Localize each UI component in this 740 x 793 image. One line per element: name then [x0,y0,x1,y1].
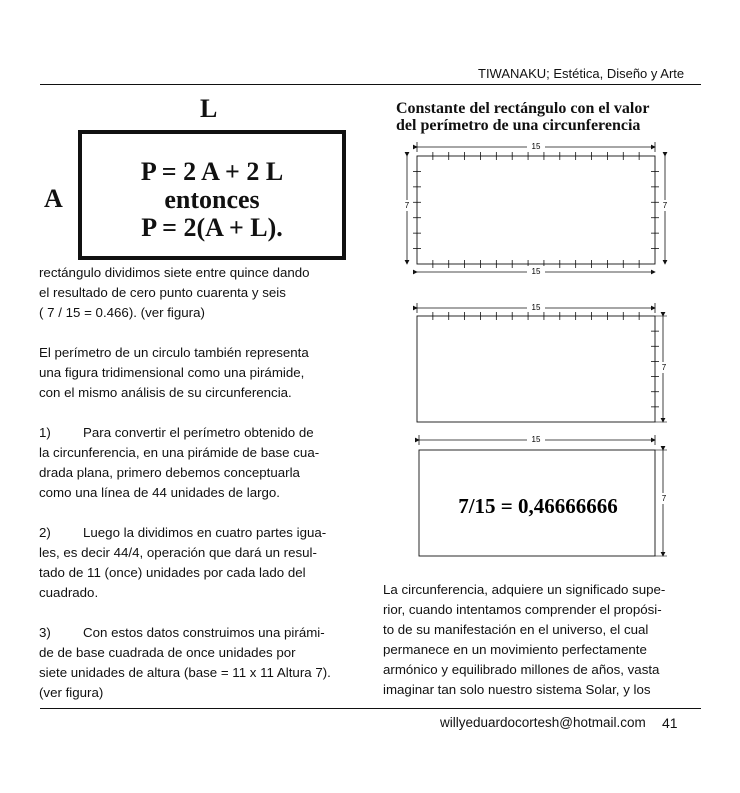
text-line: El perímetro de un circulo también representa [39,345,309,360]
text-line: cuadrado. [39,585,99,600]
text-line: permanece en un movimiento perfectamente [383,642,647,657]
paragraph [383,580,699,700]
text-line: de de base cuadrada de once unidades por [39,645,296,660]
text-line: armónico y equilibrado millones de años, vasta [383,662,660,677]
right-column-text [383,580,699,700]
diagram-top-right-ticks [417,302,671,422]
rectangle-diagrams [395,138,675,568]
dim-bottom-label: 15 [531,267,541,276]
footer-rule [40,708,701,709]
formula-line-1: P = 2 A + 2 L [140,157,284,186]
dim-top-label: 15 [531,303,541,312]
formula-line-3: P = 2(A + L). [141,213,283,242]
text-line: rior, cuando intentamos comprender el propósi- [383,602,662,617]
text-line: la circunferencia, en una pirámide de base cua- [39,445,320,460]
text-line: imaginar tan solo nuestro sistema Solar, y los [383,682,651,697]
text-line: to de su manifestación en el universo, el cual [383,622,649,637]
item-number: 3) [39,625,51,640]
section-title [396,100,649,134]
numbered-paragraph [39,423,359,503]
text-line: drada plana, primero debemos conceptuarla [39,465,300,480]
text-line: el resultado de cero punto cuarenta y seis [39,285,286,300]
ratio-formula: 7/15 = 0,46666666 [458,494,618,518]
title-line: Constante del rectángulo con el valor [396,100,650,117]
title-line: del perímetro de una circunferencia [396,117,641,134]
text-line: siete unidades de altura (base = 11 x 11 Altura 7). [39,665,331,680]
dim-top-label: 15 [531,142,541,151]
paragraph [39,263,359,323]
paragraph [39,343,359,403]
text-line: les, es decir 44/4, operación que dará un resul- [39,545,317,560]
side-label-a: A [44,184,63,213]
text-line: Luego la dividimos en cuatro partes igua- [83,525,327,540]
text-line: rectángulo dividimos siete entre quince dando [39,265,310,280]
footer-email: willyeduardocortesh@hotmail.com [440,715,646,730]
text-line: (ver figura) [39,685,104,700]
text-line: tado de 11 (once) unidades por cada lado del [39,565,306,580]
page-number: 41 [662,715,678,731]
text-line: La circunferencia, adquiere un significado supe- [383,582,666,597]
text-line: como una línea de 44 unidades de largo. [39,485,280,500]
text-line: una figura tridimensional como una pirámide, [39,365,305,380]
text-line: con el mismo análisis de su circunferencia. [39,385,292,400]
item-number: 2) [39,525,51,540]
numbered-paragraph [39,523,359,603]
item-number: 1) [39,425,51,440]
dim-right-label: 7 [661,363,667,372]
formula-box [78,130,346,260]
diagram-ratio [419,434,671,556]
diagram-grid-rectangle [401,141,671,277]
text-line: Para convertir el perímetro obtenido de [83,425,314,440]
formula-line-2: entonces [164,185,260,214]
left-column-text [39,263,359,703]
text-line: ( 7 / 15 = 0.466). (ver figura) [39,305,205,320]
dim-right-label: 7 [662,201,668,210]
header-rule [40,84,701,85]
side-label-l: L [200,94,218,123]
rectangle [417,316,655,422]
grid-rectangle [417,156,655,264]
running-header: TIWANAKU; Estética, Diseño y Arte [478,66,685,81]
dim-right-label: 7 [661,494,667,503]
text-line: Con estos datos construimos una pirámi- [83,625,325,640]
dim-top-label: 15 [531,435,541,444]
dim-left-label: 7 [404,201,410,210]
numbered-paragraph [39,623,359,703]
